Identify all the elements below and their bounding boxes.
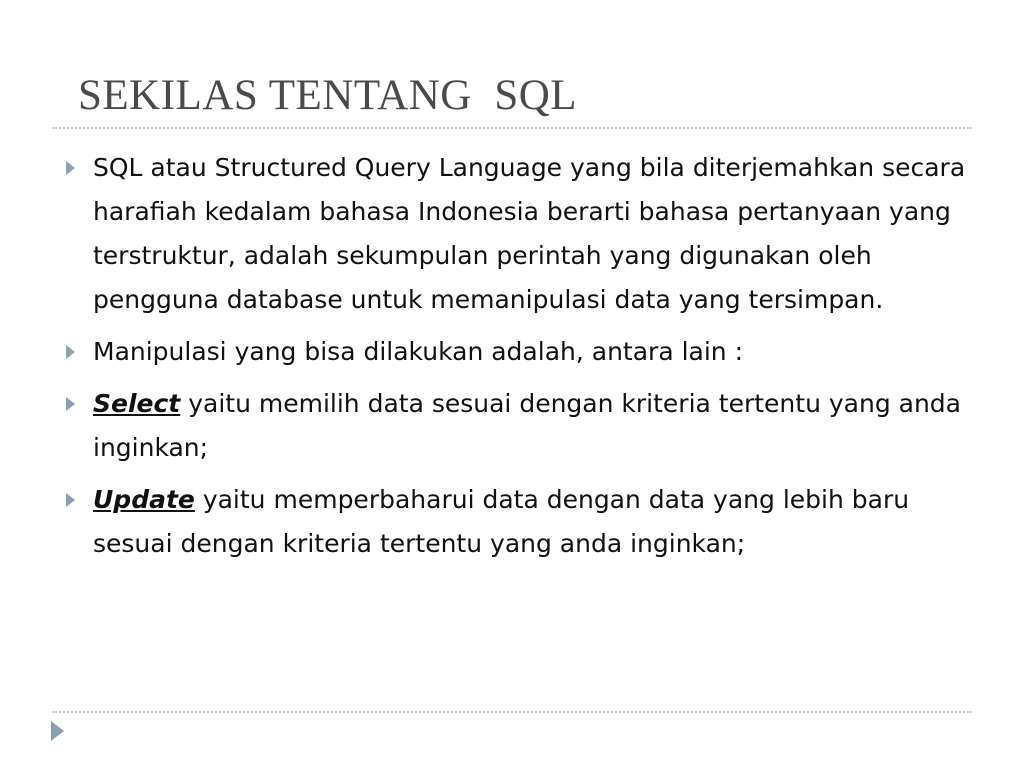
title-divider	[52, 127, 972, 129]
slide-title: SEKILAS TENTANG SQL	[78, 72, 578, 119]
keyword-select: Select	[93, 389, 181, 418]
keyword-update: Update	[93, 485, 195, 514]
triangle-right-icon	[66, 397, 75, 411]
bullet-text: SQL atau Structured Query Language yang bila diterjemahkan secara harafiah kedalam bahasa Indonesia berarti bahasa pertanyaan yang terstruktur, adalah sekumpulan perintah yang digunakan oleh pengguna database untuk memanipulasi data yang tersimpan.	[93, 153, 966, 314]
bullet-item-manipulation	[60, 330, 990, 374]
footer-divider	[52, 711, 972, 713]
triangle-right-icon	[66, 493, 75, 507]
bullet-item-select	[60, 382, 990, 470]
triangle-right-icon	[66, 161, 75, 175]
next-slide-icon[interactable]	[51, 721, 64, 741]
bullet-text: yaitu memilih data sesuai dengan kriteria tertentu yang anda inginkan;	[93, 389, 961, 462]
bullet-text: yaitu memperbaharui data dengan data yang lebih baru sesuai dengan kriteria tertentu yang anda inginkan;	[93, 485, 910, 558]
bullet-text: Manipulasi yang bisa dilakukan adalah, antara lain :	[93, 337, 744, 366]
bullet-item-sql-definition	[60, 146, 990, 322]
triangle-right-icon	[66, 345, 75, 359]
bullet-item-update	[60, 478, 990, 566]
bullet-list	[60, 146, 990, 574]
